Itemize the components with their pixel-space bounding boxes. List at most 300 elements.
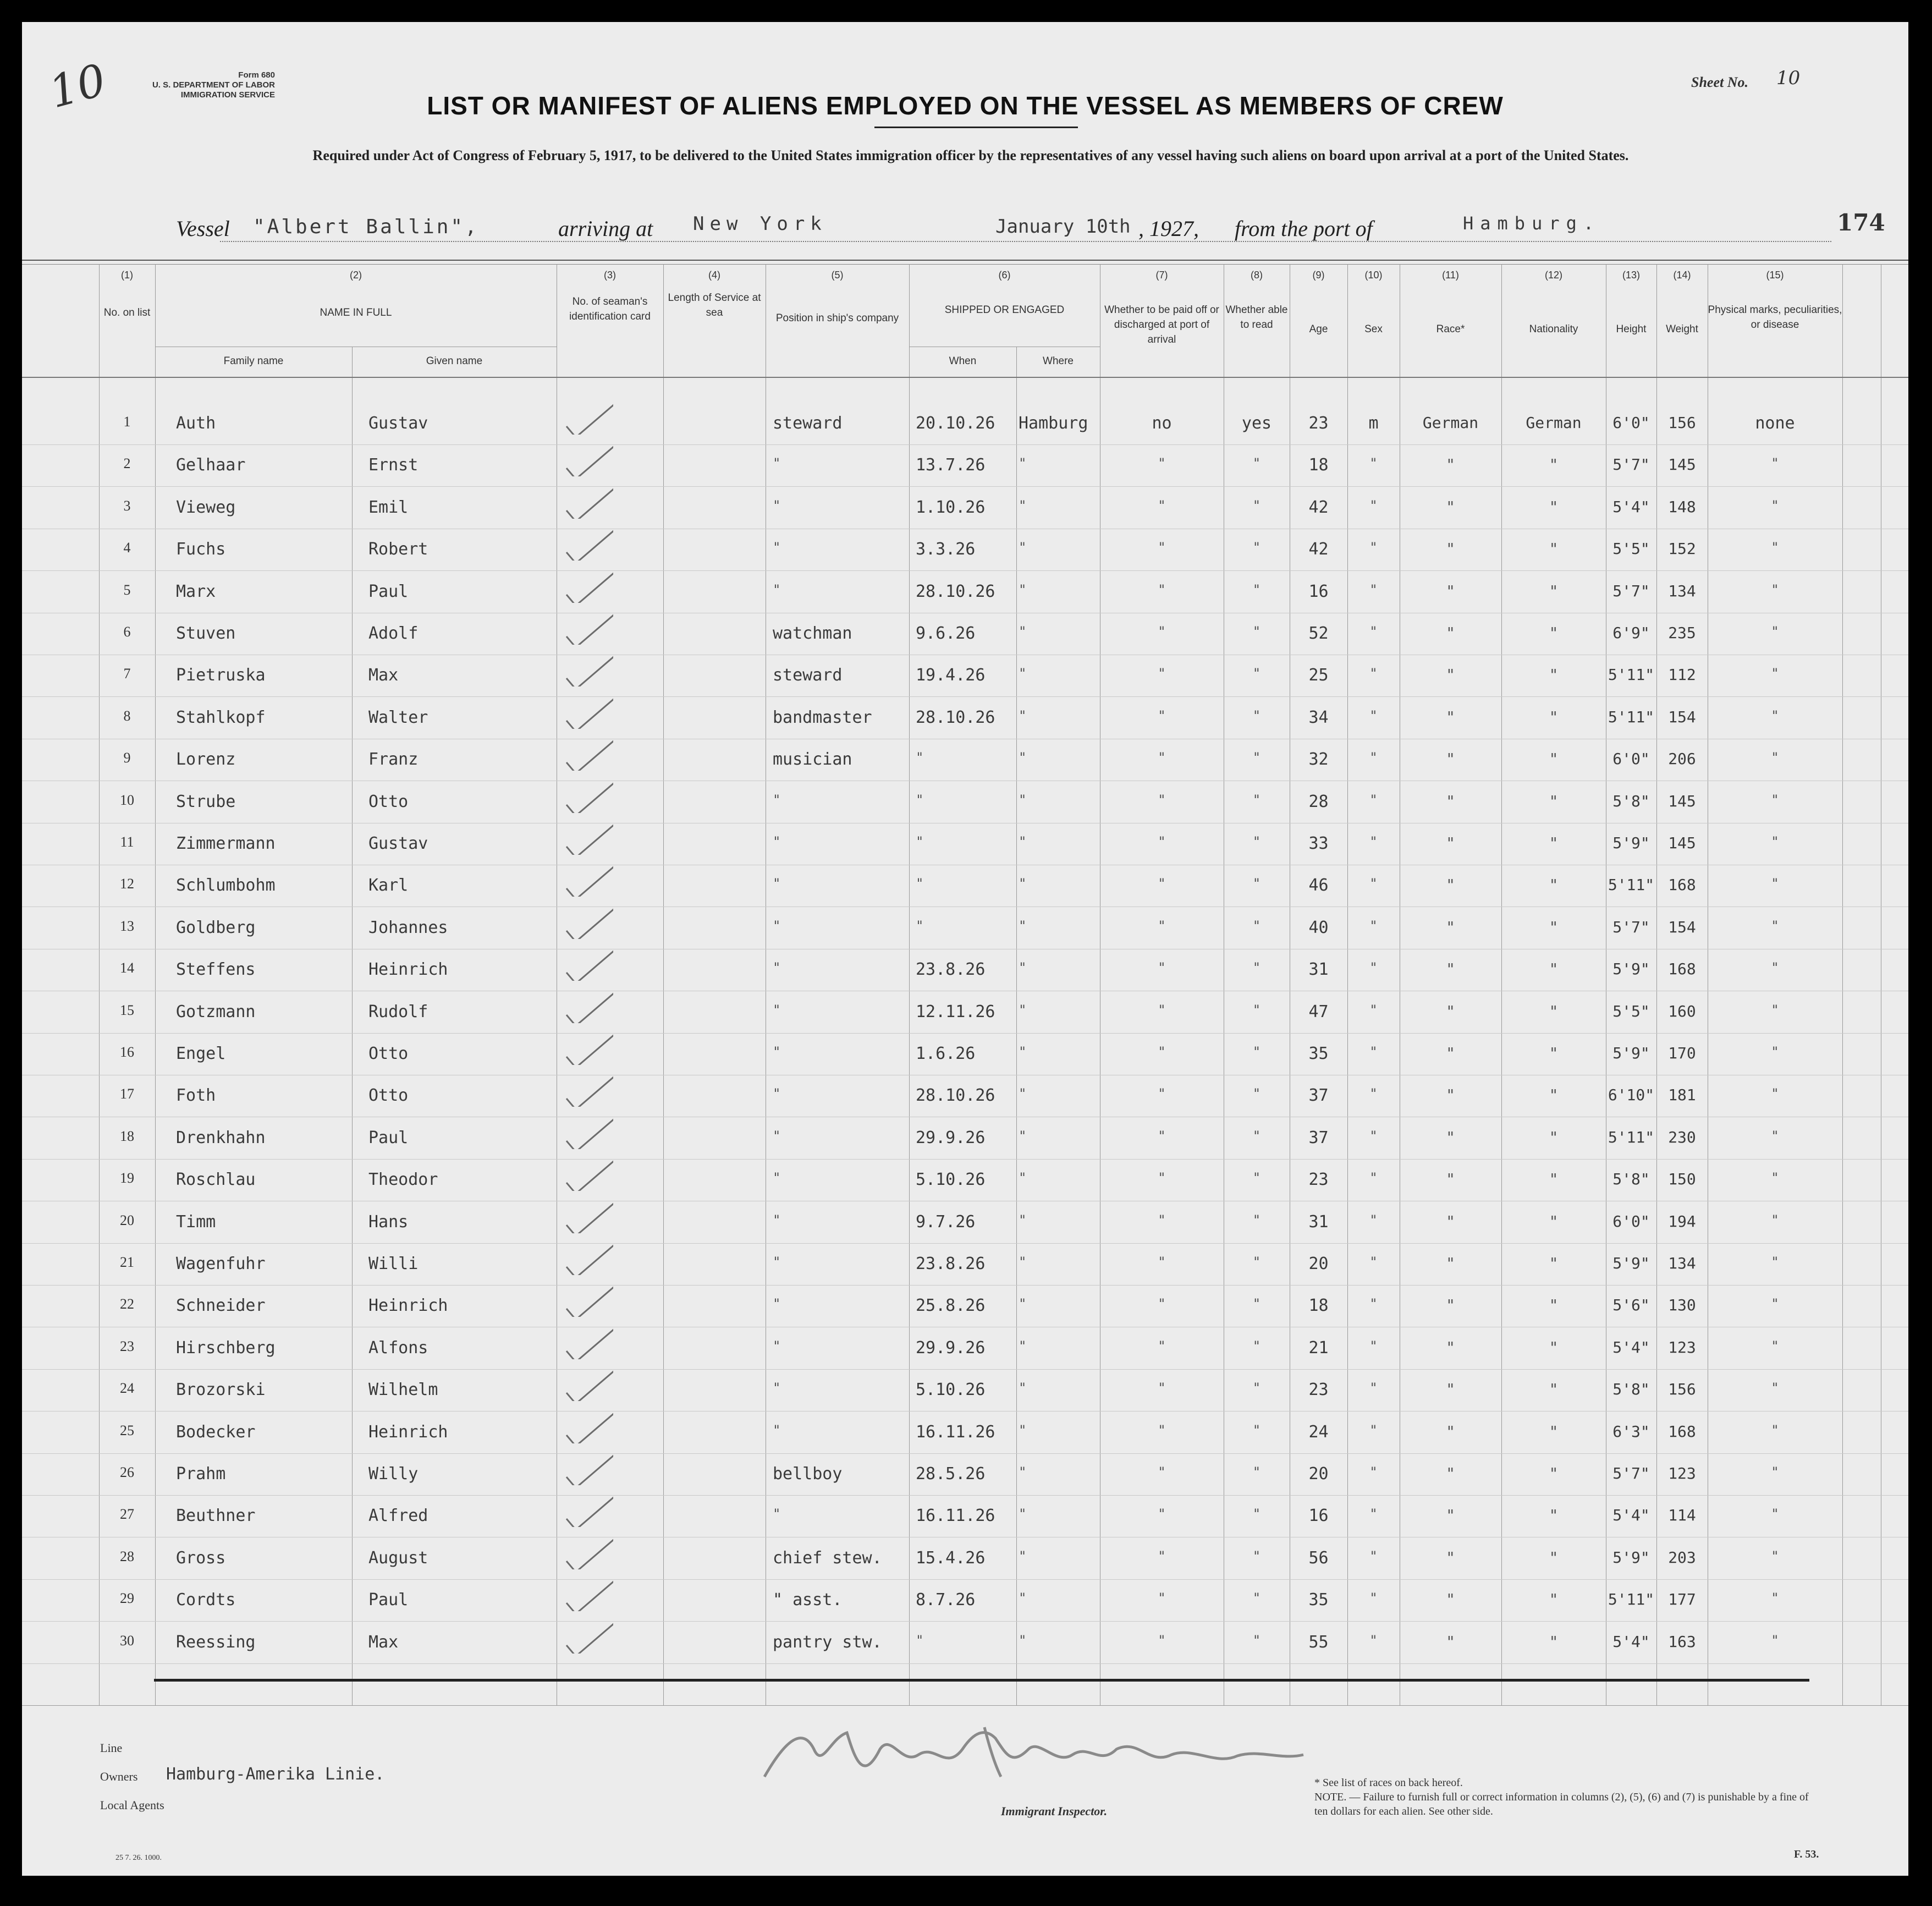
row-rule xyxy=(22,570,1908,571)
family-name-cell: Zimmermann xyxy=(176,834,276,853)
physical-marks-cell: " xyxy=(1771,960,1779,976)
race-cell: " xyxy=(1446,1086,1455,1105)
family-name-cell: Schneider xyxy=(176,1296,266,1316)
checkmark-icon xyxy=(564,1195,613,1233)
given-name-cell: Emil xyxy=(368,497,409,517)
shipped-where-cell: " xyxy=(1019,1590,1027,1606)
race-cell: " xyxy=(1446,1380,1455,1399)
height-cell: 5'8" xyxy=(1612,792,1650,810)
penalty-note: NOTE. — Failure to furnish full or correct information in columns (2), (5), (6) and (7) is punishable by a fine of ten dollars for each alien. See other side. xyxy=(1314,1791,1809,1817)
able-to-read-cell: " xyxy=(1252,1338,1261,1354)
weight-cell: 163 xyxy=(1668,1632,1696,1651)
physical-marks-cell: " xyxy=(1771,1338,1779,1354)
shipped-where-cell: " xyxy=(1019,1296,1027,1312)
row-number: 17 xyxy=(120,1086,134,1102)
header-nationality: Nationality xyxy=(1529,323,1578,335)
nationality-cell: " xyxy=(1549,1590,1559,1609)
able-to-read-cell: " xyxy=(1252,540,1261,556)
age-cell: 42 xyxy=(1308,497,1329,517)
line-label: Line xyxy=(100,1741,123,1755)
row-number: 12 xyxy=(120,876,134,892)
paid-off-cell: " xyxy=(1158,1422,1166,1438)
weight-cell: 160 xyxy=(1668,1002,1696,1020)
position-cell: " xyxy=(773,834,781,849)
position-cell: " xyxy=(773,455,781,471)
given-name-cell: August xyxy=(368,1548,428,1568)
shipped-date-cell: " xyxy=(916,834,924,849)
checkmark-icon xyxy=(564,1152,613,1191)
given-name-cell: Willi xyxy=(368,1254,419,1273)
paid-off-cell: " xyxy=(1158,581,1166,597)
height-cell: 5'6" xyxy=(1612,1296,1650,1315)
able-to-read-cell: " xyxy=(1252,1296,1261,1312)
given-name-cell: Otto xyxy=(368,792,409,811)
shipped-where-cell: Hamburg xyxy=(1019,414,1088,433)
header-no-on-list: No. on list xyxy=(103,307,151,318)
sex-cell: " xyxy=(1369,707,1378,723)
family-name-cell: Strube xyxy=(176,792,236,811)
position-cell: " xyxy=(773,1380,781,1396)
shipped-where-cell: " xyxy=(1019,666,1027,682)
header-bottom-rule xyxy=(22,377,1908,378)
height-cell: 5'9" xyxy=(1612,834,1650,852)
given-name-cell: Paul xyxy=(368,1590,409,1610)
shipped-where-cell: " xyxy=(1019,1338,1027,1354)
physical-marks-cell: " xyxy=(1771,1254,1779,1270)
sex-cell: " xyxy=(1369,1170,1378,1186)
race-cell: " xyxy=(1446,1002,1455,1020)
races-note: * See list of races on back hereof. xyxy=(1314,1777,1463,1789)
age-cell: 16 xyxy=(1308,581,1329,601)
nationality-cell: " xyxy=(1549,750,1559,768)
header-weight: Weight xyxy=(1666,323,1698,335)
race-cell: " xyxy=(1446,1422,1455,1441)
able-to-read-cell: " xyxy=(1252,1086,1261,1102)
checkmark-icon xyxy=(564,522,613,561)
vessel-dotted-rule xyxy=(220,241,1831,242)
form-number: Form 680 xyxy=(238,70,275,80)
position-cell: watchman xyxy=(773,624,852,643)
row-number: 1 xyxy=(123,414,131,430)
shipped-where-cell: " xyxy=(1019,707,1027,723)
column-divider xyxy=(1501,264,1502,1705)
nationality-cell: " xyxy=(1549,1296,1559,1315)
weight-cell: 168 xyxy=(1668,876,1696,894)
shipped-date-cell: 28.10.26 xyxy=(916,581,995,601)
nationality-cell: " xyxy=(1549,876,1559,894)
able-to-read-cell: " xyxy=(1252,455,1261,471)
family-name-cell: Beuthner xyxy=(176,1506,256,1526)
weight-cell: 194 xyxy=(1668,1212,1696,1231)
manifest-sheet xyxy=(22,22,1908,1876)
race-cell: " xyxy=(1446,1254,1455,1272)
shipped-where-cell: " xyxy=(1019,960,1027,976)
year-label: , 1927, xyxy=(1138,216,1199,241)
row-number: 26 xyxy=(120,1464,134,1480)
sex-cell: " xyxy=(1369,792,1378,808)
paid-off-cell: " xyxy=(1158,1380,1166,1396)
age-cell: 24 xyxy=(1308,1422,1329,1442)
position-cell: " xyxy=(773,1044,781,1059)
physical-marks-cell: " xyxy=(1771,876,1779,892)
race-cell: " xyxy=(1446,960,1455,979)
paid-off-cell: " xyxy=(1158,750,1166,766)
paid-off-cell: " xyxy=(1158,1086,1166,1102)
from-port-label: from the port of xyxy=(1235,216,1373,241)
row-number: 6 xyxy=(123,624,131,640)
sex-cell: " xyxy=(1369,1380,1378,1396)
weight-cell: 114 xyxy=(1668,1506,1696,1525)
shipped-date-cell: " xyxy=(916,750,924,766)
age-cell: 23 xyxy=(1308,1380,1329,1400)
weight-cell: 156 xyxy=(1668,1380,1696,1399)
shipped-date-cell: 28.10.26 xyxy=(916,707,995,727)
nationality-cell: " xyxy=(1549,834,1559,852)
height-cell: 5'9" xyxy=(1612,1548,1650,1567)
column-number: (2) xyxy=(350,270,362,281)
shipped-date-cell: " xyxy=(916,876,924,892)
given-name-cell: Otto xyxy=(368,1044,409,1063)
column-number: (14) xyxy=(1673,270,1691,281)
column-divider xyxy=(1656,264,1657,1705)
column-number: (15) xyxy=(1766,270,1784,281)
sex-cell: " xyxy=(1369,540,1378,556)
weight-cell: 203 xyxy=(1668,1548,1696,1567)
checkmark-icon xyxy=(564,985,613,1023)
row-number: 8 xyxy=(123,707,131,724)
height-cell: 6'0" xyxy=(1612,414,1650,432)
able-to-read-cell: " xyxy=(1252,497,1261,513)
table-top-rule xyxy=(22,264,1908,265)
race-cell: " xyxy=(1446,1464,1455,1482)
row-number: 7 xyxy=(123,666,131,682)
row-number: 13 xyxy=(120,918,134,934)
physical-marks-cell: " xyxy=(1771,1044,1779,1059)
physical-marks-cell: " xyxy=(1771,1170,1779,1186)
age-cell: 56 xyxy=(1308,1548,1329,1568)
physical-marks-cell: " xyxy=(1771,750,1779,766)
column-number: (8) xyxy=(1251,270,1263,281)
able-to-read-cell: " xyxy=(1252,1380,1261,1396)
age-cell: 21 xyxy=(1308,1338,1329,1358)
handwritten-mark: 10 xyxy=(43,54,112,118)
position-cell: " xyxy=(773,1254,781,1270)
shipped-where-cell: " xyxy=(1019,1086,1027,1102)
shipped-where-cell: " xyxy=(1019,1002,1027,1018)
shipped-where-cell: " xyxy=(1019,918,1027,933)
checkmark-icon xyxy=(564,1111,613,1149)
shipped-where-cell: " xyxy=(1019,1506,1027,1522)
checkmark-icon xyxy=(564,1615,613,1654)
sex-cell: " xyxy=(1369,1422,1378,1438)
weight-cell: 168 xyxy=(1668,1422,1696,1441)
age-cell: 16 xyxy=(1308,1506,1329,1526)
position-cell: chief stew. xyxy=(773,1548,882,1568)
age-cell: 35 xyxy=(1308,1590,1329,1610)
given-name-cell: Otto xyxy=(368,1086,409,1106)
weight-cell: 170 xyxy=(1668,1044,1696,1062)
weight-cell: 134 xyxy=(1668,1254,1696,1272)
checkmark-icon xyxy=(564,1321,613,1359)
arriving-label: arriving at xyxy=(558,216,653,241)
header-able-to-read: Whether able to read xyxy=(1225,304,1288,331)
sheet-number-value: 10 xyxy=(1776,67,1801,89)
age-cell: 34 xyxy=(1308,707,1329,727)
given-name-cell: Alfons xyxy=(368,1338,428,1358)
physical-marks-cell: " xyxy=(1771,1548,1779,1564)
header-seaman-id: No. of seaman's identification card xyxy=(569,296,651,322)
shipped-date-cell: 29.9.26 xyxy=(916,1128,986,1147)
height-cell: 5'9" xyxy=(1612,1044,1650,1062)
paid-off-cell: " xyxy=(1158,707,1166,723)
position-cell: " xyxy=(773,1128,781,1144)
page-subtitle: Required under Act of Congress of February 5, 1917, to be delivered to the United States immigration officer by the representatives of any vessel having such aliens on board upon arrival at a port of the United States. xyxy=(312,147,1629,163)
local-agents-label: Local Agents xyxy=(100,1798,164,1812)
position-cell: " xyxy=(773,1170,781,1186)
given-name-cell: Heinrich xyxy=(368,1296,448,1316)
nationality-cell: " xyxy=(1549,1254,1559,1272)
physical-marks-cell: " xyxy=(1771,792,1779,808)
shipped-date-cell: 28.10.26 xyxy=(916,1086,995,1106)
checkmark-icon xyxy=(564,1573,613,1611)
family-name-cell: Marx xyxy=(176,581,216,601)
sex-cell: " xyxy=(1369,1128,1378,1144)
able-to-read-cell: " xyxy=(1252,1170,1261,1186)
checkmark-icon xyxy=(564,816,613,855)
sex-cell: " xyxy=(1369,1086,1378,1102)
family-name-cell: Schlumbohm xyxy=(176,876,276,896)
nationality-cell: " xyxy=(1549,1632,1559,1651)
paid-off-cell: " xyxy=(1158,876,1166,892)
row-rule xyxy=(22,1495,1908,1496)
given-name-cell: Alfred xyxy=(368,1506,428,1526)
column-divider xyxy=(1347,264,1348,1705)
checkmark-icon xyxy=(564,1237,613,1275)
owners-value: Hamburg-Amerika Linie. xyxy=(166,1765,385,1784)
height-cell: 6'0" xyxy=(1612,1212,1650,1231)
nationality-cell: " xyxy=(1549,960,1559,979)
nationality-cell: " xyxy=(1549,1128,1559,1146)
row-number: 23 xyxy=(120,1338,134,1354)
nationality-cell: " xyxy=(1549,624,1559,642)
shipped-date-cell: 23.8.26 xyxy=(916,960,986,980)
able-to-read-cell: " xyxy=(1252,1254,1261,1270)
nationality-cell: " xyxy=(1549,1506,1559,1525)
weight-cell: 145 xyxy=(1668,455,1696,474)
sex-cell: " xyxy=(1369,455,1378,471)
position-cell: steward xyxy=(773,666,843,685)
table-top-rule xyxy=(22,260,1908,261)
able-to-read-cell: " xyxy=(1252,707,1261,723)
row-number: 16 xyxy=(120,1044,134,1060)
able-to-read-cell: " xyxy=(1252,666,1261,682)
family-name-cell: Wagenfuhr xyxy=(176,1254,266,1273)
column-divider xyxy=(99,264,100,1705)
header-height: Height xyxy=(1616,323,1647,335)
weight-cell: 148 xyxy=(1668,497,1696,516)
weight-cell: 150 xyxy=(1668,1170,1696,1189)
age-cell: 25 xyxy=(1308,666,1329,685)
sex-cell: " xyxy=(1369,497,1378,513)
nationality-cell: " xyxy=(1549,666,1559,684)
shipped-where-cell: " xyxy=(1019,1170,1027,1186)
row-rule xyxy=(22,1033,1908,1034)
row-number: 20 xyxy=(120,1212,134,1228)
height-cell: 6'10" xyxy=(1608,1086,1655,1105)
position-cell: " xyxy=(773,1296,781,1312)
shipped-date-cell: " xyxy=(916,792,924,808)
nationality-cell: " xyxy=(1549,581,1559,600)
shipped-where-cell: " xyxy=(1019,834,1027,849)
shipped-where-cell: " xyxy=(1019,1422,1027,1438)
physical-marks-cell: " xyxy=(1771,455,1779,471)
race-cell: " xyxy=(1446,1632,1455,1651)
row-number: 5 xyxy=(123,581,131,598)
position-cell: " xyxy=(773,876,781,892)
shipped-where-cell: " xyxy=(1019,1380,1027,1396)
header-length-of-service: Length of Service at sea xyxy=(668,292,761,318)
inspector-signature xyxy=(753,1716,1331,1799)
family-name-cell: Gelhaar xyxy=(176,455,246,475)
position-cell: " xyxy=(773,792,781,808)
race-cell: " xyxy=(1446,1212,1455,1231)
age-cell: 33 xyxy=(1308,834,1329,853)
shipped-where-cell: " xyxy=(1019,1128,1027,1144)
height-cell: 5'4" xyxy=(1612,1338,1650,1356)
able-to-read-cell: " xyxy=(1252,1212,1261,1228)
height-cell: 5'11" xyxy=(1608,876,1655,894)
race-cell: " xyxy=(1446,876,1455,894)
row-number: 22 xyxy=(120,1296,134,1312)
column-divider xyxy=(155,264,156,1705)
given-name-cell: Hans xyxy=(368,1212,409,1232)
sex-cell: " xyxy=(1369,834,1378,849)
age-cell: 23 xyxy=(1308,414,1329,433)
position-cell: bellboy xyxy=(773,1464,843,1484)
checkmark-icon xyxy=(564,775,613,813)
row-number: 30 xyxy=(120,1632,134,1649)
column-number: (13) xyxy=(1622,270,1640,281)
given-name-cell: Adolf xyxy=(368,624,419,643)
position-cell: " xyxy=(773,581,781,597)
sex-cell: " xyxy=(1369,1632,1378,1648)
nationality-cell: " xyxy=(1549,1170,1559,1189)
family-name-cell: Fuchs xyxy=(176,540,226,559)
race-cell: " xyxy=(1446,707,1455,726)
shipped-date-cell: 19.4.26 xyxy=(916,666,986,685)
column-number: (12) xyxy=(1544,270,1562,281)
shipped-where-cell: " xyxy=(1019,540,1027,556)
physical-marks-cell: " xyxy=(1771,1212,1779,1228)
position-cell: " xyxy=(773,1506,781,1522)
header-where: Where xyxy=(1043,355,1074,367)
shipped-date-cell: 5.10.26 xyxy=(916,1170,986,1190)
row-rule xyxy=(22,1453,1908,1454)
weight-cell: 154 xyxy=(1668,707,1696,726)
row-rule xyxy=(22,1621,1908,1622)
family-name-cell: Gotzmann xyxy=(176,1002,256,1021)
physical-marks-cell: " xyxy=(1771,581,1779,597)
able-to-read-cell: " xyxy=(1252,918,1261,933)
shipped-where-cell: " xyxy=(1019,1044,1027,1059)
family-name-cell: Reessing xyxy=(176,1632,256,1652)
nationality-cell: " xyxy=(1549,792,1559,810)
given-name-cell: Wilhelm xyxy=(368,1380,438,1400)
able-to-read-cell: " xyxy=(1252,1044,1261,1059)
family-name-cell: Brozorski xyxy=(176,1380,266,1400)
family-name-cell: Roschlau xyxy=(176,1170,256,1190)
physical-marks-cell: " xyxy=(1771,1632,1779,1648)
nationality-cell: " xyxy=(1549,1044,1559,1062)
shipped-date-cell: 1.10.26 xyxy=(916,497,986,517)
able-to-read-cell: " xyxy=(1252,1002,1261,1018)
shipped-where-cell: " xyxy=(1019,1548,1027,1564)
sex-cell: " xyxy=(1369,581,1378,597)
nationality-cell: " xyxy=(1549,1422,1559,1441)
paid-off-cell: " xyxy=(1158,1044,1166,1059)
header-paid-off: Whether to be paid off or discharged at port of arrival xyxy=(1104,304,1219,345)
sex-cell: " xyxy=(1369,1254,1378,1270)
shipped-date-cell: 20.10.26 xyxy=(916,414,995,433)
position-cell: bandmaster xyxy=(773,707,872,727)
column-number: (9) xyxy=(1312,270,1325,281)
race-cell: German xyxy=(1422,414,1479,432)
height-cell: 6'3" xyxy=(1612,1422,1650,1441)
row-number: 15 xyxy=(120,1002,134,1018)
position-cell: " xyxy=(773,1422,781,1438)
nationality-cell: " xyxy=(1549,707,1559,726)
checkmark-icon xyxy=(564,732,613,771)
race-cell: " xyxy=(1446,624,1455,642)
column-number: (4) xyxy=(708,270,720,281)
checkmark-icon xyxy=(564,1405,613,1443)
age-cell: 28 xyxy=(1308,792,1329,811)
height-cell: 5'4" xyxy=(1612,497,1650,516)
nationality-cell: " xyxy=(1549,1212,1559,1231)
shipped-date-cell: 25.8.26 xyxy=(916,1296,986,1316)
nationality-cell: " xyxy=(1549,1338,1559,1356)
nationality-cell: " xyxy=(1549,455,1559,474)
row-rule xyxy=(22,1159,1908,1160)
family-name-cell: Lorenz xyxy=(176,750,236,770)
height-cell: 5'7" xyxy=(1612,918,1650,936)
header-when: When xyxy=(949,355,977,367)
able-to-read-cell: " xyxy=(1252,1422,1261,1438)
race-cell: " xyxy=(1446,1044,1455,1062)
checkmark-icon xyxy=(564,648,613,686)
shipped-date-cell: 1.6.26 xyxy=(916,1044,976,1063)
given-name-cell: Paul xyxy=(368,1128,409,1147)
shipped-date-cell: 9.6.26 xyxy=(916,624,976,643)
race-cell: " xyxy=(1446,834,1455,852)
sex-cell: " xyxy=(1369,1338,1378,1354)
position-cell: pantry stw. xyxy=(773,1632,882,1652)
race-cell: " xyxy=(1446,666,1455,684)
vessel-label: Vessel xyxy=(176,216,230,241)
weight-cell: 154 xyxy=(1668,918,1696,936)
sex-cell: " xyxy=(1369,1296,1378,1312)
height-cell: 5'4" xyxy=(1612,1632,1650,1651)
physical-marks-cell: " xyxy=(1771,918,1779,933)
physical-marks-cell: " xyxy=(1771,1086,1779,1102)
paid-off-cell: " xyxy=(1158,1632,1166,1648)
physical-marks-cell: none xyxy=(1755,414,1795,433)
paid-off-cell: " xyxy=(1158,1002,1166,1018)
family-name-cell: Bodecker xyxy=(176,1422,256,1442)
department-name: U. S. DEPARTMENT OF LABOR xyxy=(152,80,275,90)
sex-cell: " xyxy=(1369,1044,1378,1059)
row-number: 27 xyxy=(120,1506,134,1523)
